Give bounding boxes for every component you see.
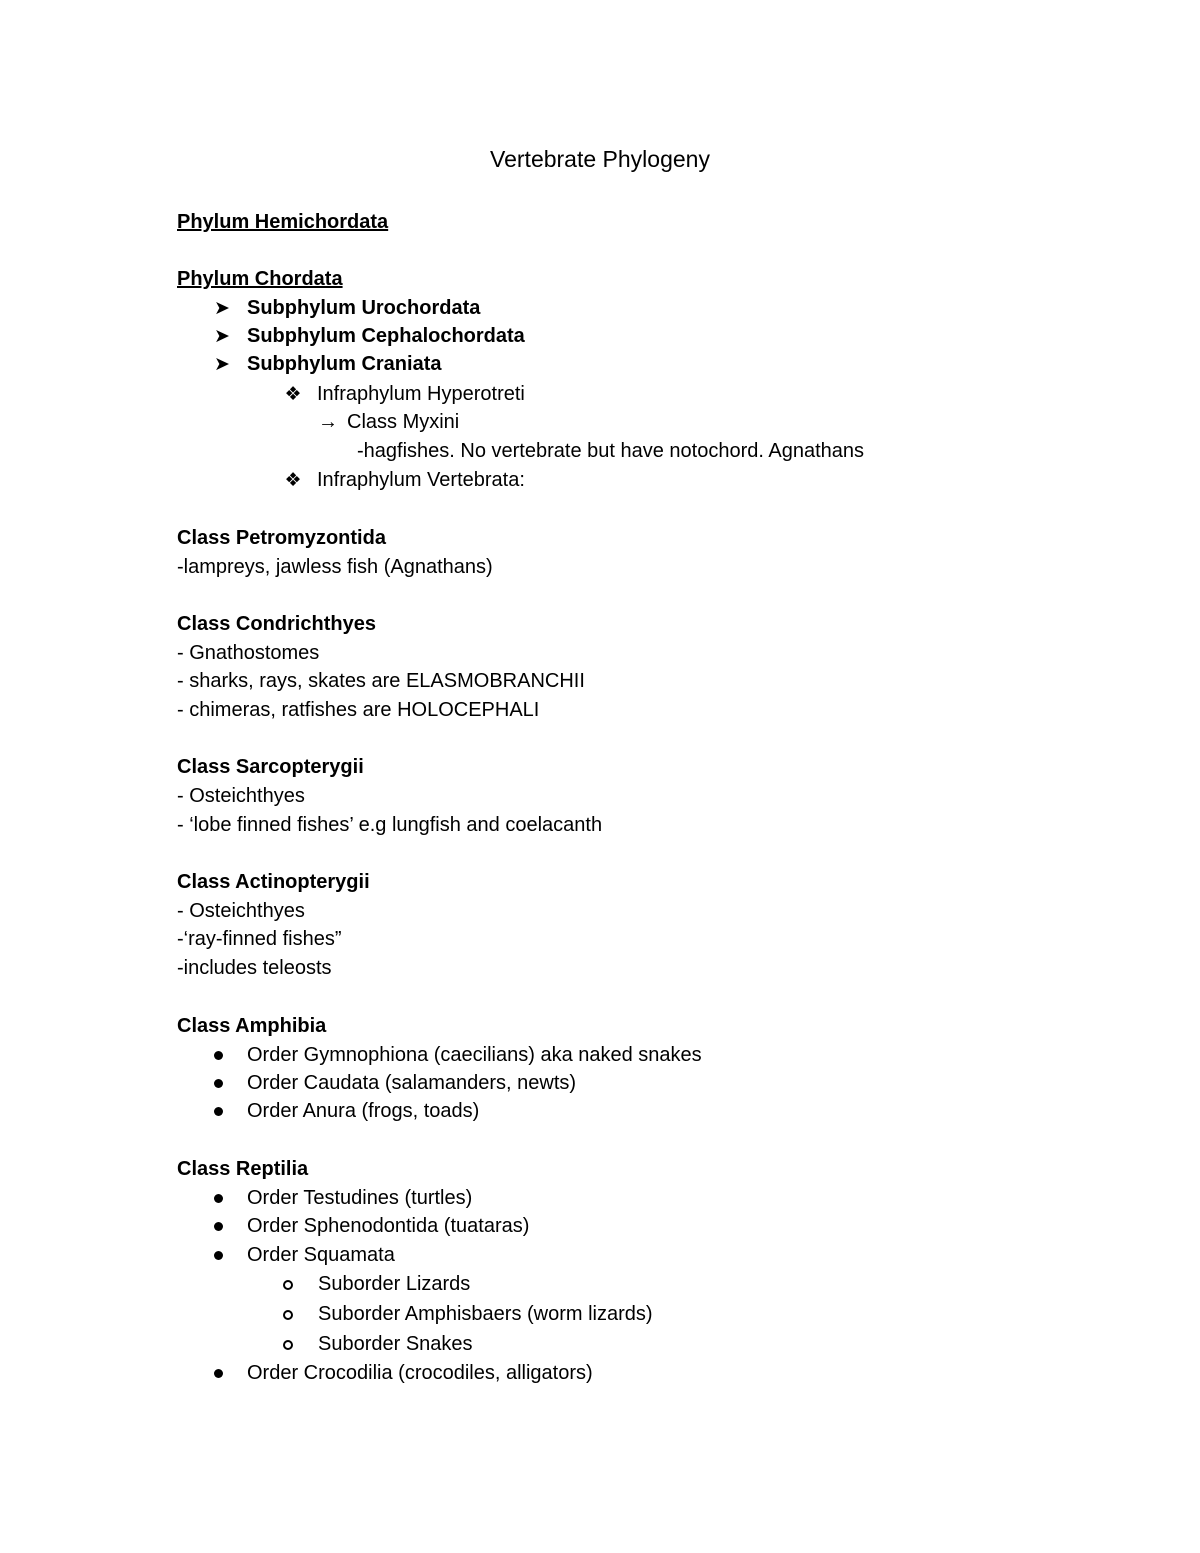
class-myxini-item xyxy=(0,408,1200,437)
condrichthyes-line: - sharks, rays, skates are ELASMOBRANCHII xyxy=(177,670,585,692)
bullet-dot-icon xyxy=(206,1359,230,1388)
order-label: Order Gymnophiona (caecilians) aka naked snakes xyxy=(247,1044,702,1066)
class-amphibia-heading: Class Amphibia xyxy=(177,1015,327,1037)
reptilia-order-item xyxy=(0,1184,1200,1213)
bullet-dot-icon xyxy=(206,1041,230,1070)
arrow-bullet-icon: ➤ xyxy=(214,326,230,347)
class-sarcopterygii-heading: Class Sarcopterygii xyxy=(177,756,364,778)
order-label: Order Crocodilia (crocodiles, alligators) xyxy=(247,1362,593,1384)
order-label: Order Caudata (salamanders, newts) xyxy=(247,1072,577,1094)
suborder-label: Suborder Lizards xyxy=(318,1273,471,1295)
class-petromyzontida-heading: Class Petromyzontida xyxy=(177,527,386,549)
right-arrow-icon: → xyxy=(318,411,338,433)
condrichthyes-line: - chimeras, ratfishes are HOLOCEPHALI xyxy=(177,699,540,721)
bullet-circle-icon xyxy=(276,1330,300,1359)
page-title: Vertebrate Phylogeny xyxy=(490,146,710,172)
subphylum-item xyxy=(0,350,1200,379)
order-label: Order Sphenodontida (tuataras) xyxy=(247,1215,530,1237)
reptilia-order-item xyxy=(0,1212,1200,1241)
order-label: Order Anura (frogs, toads) xyxy=(247,1100,480,1122)
actinopterygii-line: -includes teleosts xyxy=(177,957,332,979)
reptilia-suborder-item xyxy=(0,1300,1200,1329)
bullet-circle-icon xyxy=(276,1300,300,1329)
amphibia-order-item xyxy=(0,1041,1200,1070)
class-condrichthyes-heading: Class Condrichthyes xyxy=(177,613,376,635)
phylum-chordata-heading: Phylum Chordata xyxy=(177,268,343,290)
bullet-dot-icon xyxy=(206,1069,230,1098)
class-myxini-label: Class Myxini xyxy=(347,411,460,433)
class-reptilia-heading: Class Reptilia xyxy=(177,1158,309,1180)
subphylum-label: Subphylum Cephalochordata xyxy=(247,325,525,347)
bullet-dot-icon xyxy=(206,1184,230,1213)
reptilia-suborder-item xyxy=(0,1330,1200,1359)
order-label: Order Testudines (turtles) xyxy=(247,1187,473,1209)
suborder-label: Suborder Snakes xyxy=(318,1333,473,1355)
infraphylum-label: Infraphylum Vertebrata: xyxy=(317,469,525,491)
reptilia-order-item xyxy=(0,1359,1200,1388)
sarcopterygii-line: - ‘lobe finned fishes’ e.g lungfish and coelacanth xyxy=(177,814,603,836)
bullet-circle-icon xyxy=(276,1270,300,1299)
order-label: Order Squamata xyxy=(247,1244,395,1266)
subphylum-item xyxy=(0,294,1200,323)
subphylum-label: Subphylum Urochordata xyxy=(247,297,481,319)
petromyzontida-line: -lampreys, jawless fish (Agnathans) xyxy=(177,556,493,578)
class-actinopterygii-heading: Class Actinopterygii xyxy=(177,871,370,893)
actinopterygii-line: - Osteichthyes xyxy=(177,900,305,922)
infraphylum-item xyxy=(0,380,1200,409)
suborder-label: Suborder Amphisbaers (worm lizards) xyxy=(318,1303,653,1325)
actinopterygii-line: -‘ray-finned fishes” xyxy=(177,928,342,950)
reptilia-order-item xyxy=(0,1241,1200,1270)
amphibia-order-item xyxy=(0,1097,1200,1126)
infraphylum-item xyxy=(0,466,1200,495)
subphylum-label: Subphylum Craniata xyxy=(247,353,442,375)
subphylum-item xyxy=(0,322,1200,351)
bullet-dot-icon xyxy=(206,1241,230,1270)
infraphylum-label: Infraphylum Hyperotreti xyxy=(317,383,525,405)
diamond-bullet-icon: ❖ xyxy=(284,470,302,491)
amphibia-order-item xyxy=(0,1069,1200,1098)
arrow-bullet-icon: ➤ xyxy=(214,298,230,319)
condrichthyes-line: - Gnathostomes xyxy=(177,642,320,664)
sarcopterygii-line: - Osteichthyes xyxy=(177,785,305,807)
reptilia-suborder-item xyxy=(0,1270,1200,1299)
bullet-dot-icon xyxy=(206,1097,230,1126)
bullet-dot-icon xyxy=(206,1212,230,1241)
arrow-bullet-icon: ➤ xyxy=(214,354,230,375)
phylum-hemichordata-heading: Phylum Hemichordata xyxy=(177,211,389,233)
myxini-note: -hagfishes. No vertebrate but have notochord. Agnathans xyxy=(357,440,865,462)
diamond-bullet-icon: ❖ xyxy=(284,384,302,405)
